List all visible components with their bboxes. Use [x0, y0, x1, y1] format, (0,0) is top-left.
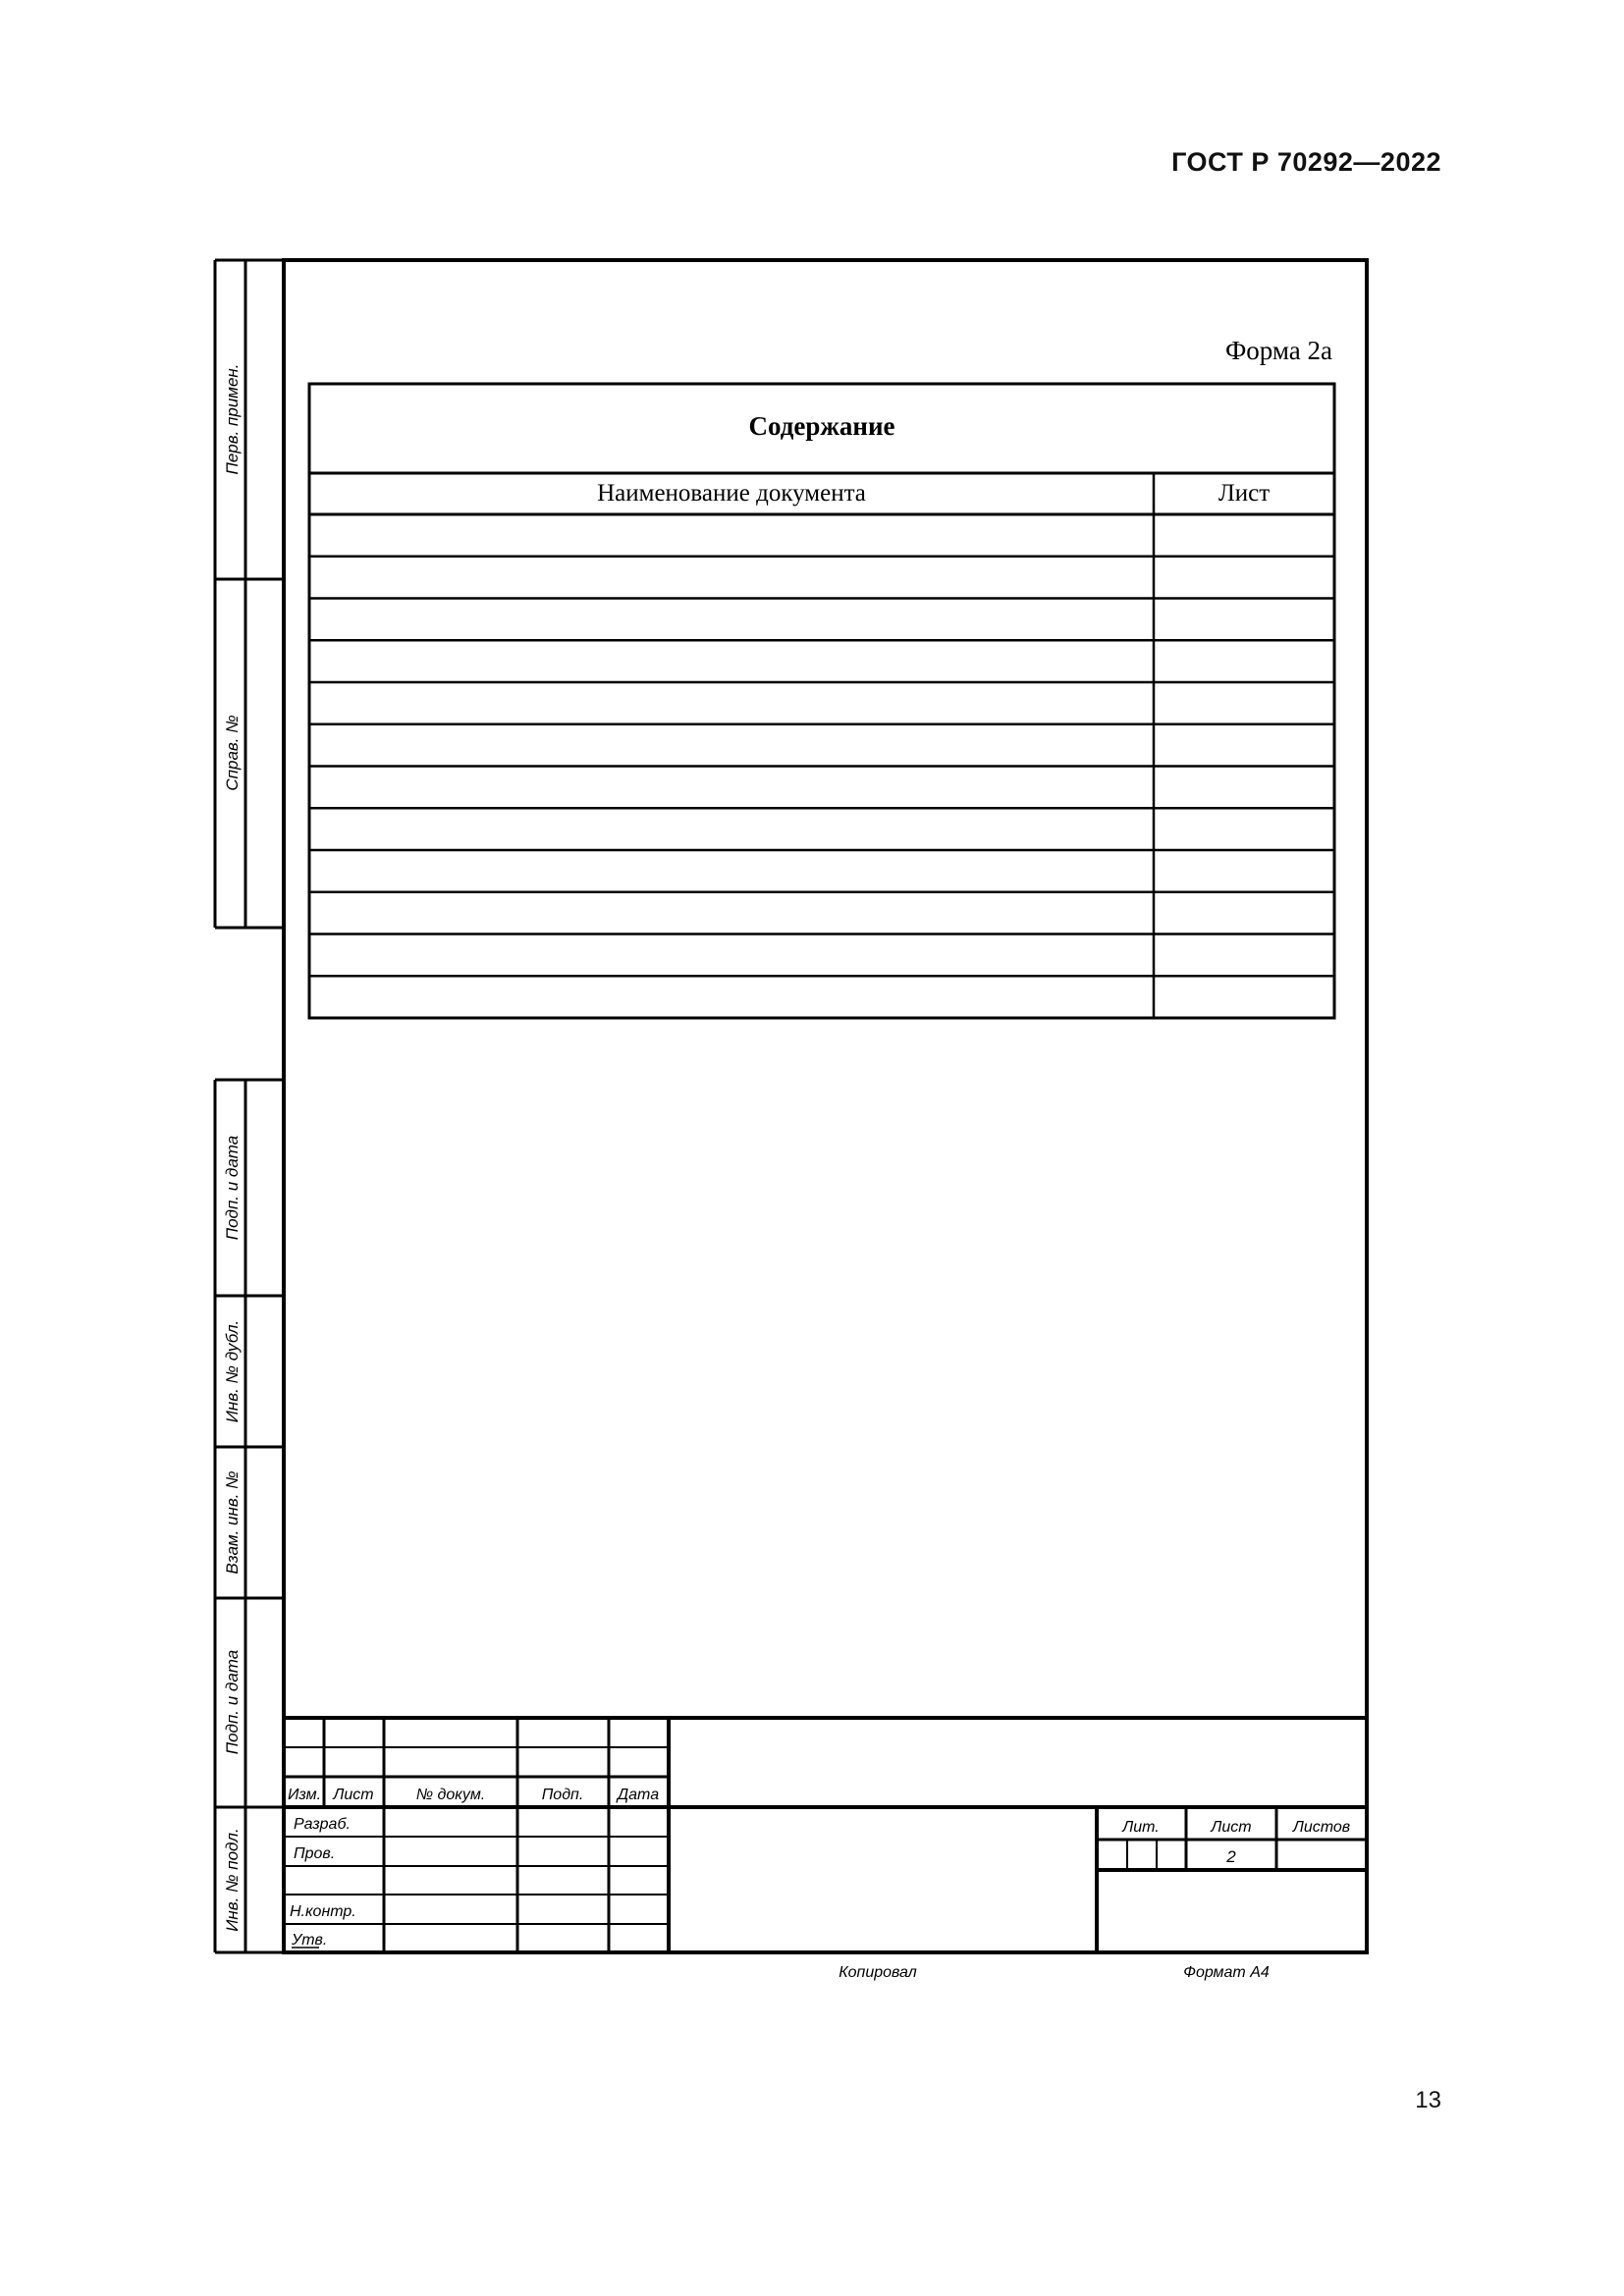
title-header-sheet: Лист	[333, 1787, 374, 1803]
standard-code: ГОСТ Р 70292—2022	[1171, 147, 1441, 177]
title-header-letter: Лит.	[1122, 1819, 1160, 1836]
role-norm-control: Н.контр.	[290, 1903, 356, 1920]
copied-note: Копировал	[839, 1964, 917, 1981]
sheet-value: 2	[1226, 1847, 1236, 1866]
title-header-sheets-total: Листов	[1292, 1819, 1351, 1836]
role-checker: Пров.	[294, 1845, 336, 1862]
contents-row-lines	[309, 557, 1334, 977]
side-stamp-label: Подп. и дата	[223, 1135, 242, 1241]
role-approved: Утв.	[292, 1932, 328, 1949]
column-header-sheet: Лист	[1218, 480, 1271, 507]
title-header-change: Изм.	[287, 1787, 322, 1803]
side-stamp-label: Справ. №	[223, 715, 242, 791]
title-header-date: Дата	[617, 1787, 660, 1803]
contents-title: Содержание	[748, 411, 895, 441]
side-stamp-label: Инв. № дубл.	[223, 1319, 242, 1423]
format-note: Формат А4	[1183, 1964, 1270, 1981]
side-stamp-label: Перв. примен.	[223, 363, 242, 475]
contents-table-border	[309, 384, 1334, 1018]
title-header-doc-number: № докум.	[415, 1787, 486, 1803]
role-developer: Разраб.	[294, 1816, 351, 1833]
side-stamp-label: Инв. № подл.	[223, 1828, 242, 1932]
form-label: Форма 2а	[1224, 336, 1332, 365]
side-stamp-label: Взам. инв. №	[223, 1470, 242, 1575]
title-header-signature: Подп.	[541, 1787, 584, 1803]
column-header-document-name: Наименование документа	[597, 480, 866, 507]
title-header-sheet-right: Лист	[1211, 1819, 1252, 1836]
page-number: 13	[1415, 2087, 1441, 2113]
side-stamp-label: Подп. и дата	[223, 1649, 242, 1755]
